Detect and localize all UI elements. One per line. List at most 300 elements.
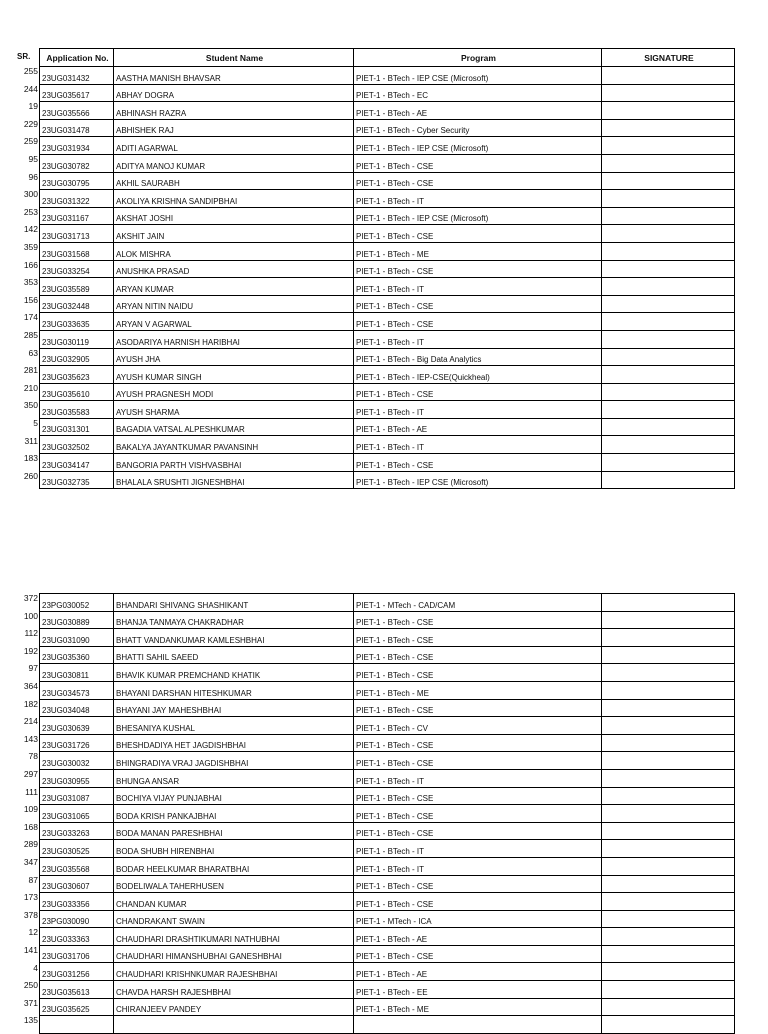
application-no-cell: 23UG035583: [40, 401, 114, 419]
sr-number: 111: [25, 786, 38, 797]
table-row: [40, 225, 735, 243]
sr-number: 250: [23, 980, 38, 991]
table-row: [40, 436, 735, 454]
program-cell: PIET-1 - BTech - ME: [354, 242, 602, 260]
signature-cell[interactable]: [602, 998, 735, 1016]
signature-cell[interactable]: [602, 172, 735, 190]
student-name-cell: BODELIWALA TAHERHUSEN: [114, 875, 354, 893]
sr-number: 371: [23, 997, 38, 1008]
application-no-cell: 23UG034573: [40, 681, 114, 699]
program-cell: PIET-1 - BTech - CSE: [354, 154, 602, 172]
program-cell: PIET-1 - BTech - AE: [354, 418, 602, 436]
sr-number: 143: [23, 733, 38, 744]
table-row: [40, 787, 735, 805]
student-name-cell: BAGADIA VATSAL ALPESHKUMAR: [114, 418, 354, 436]
student-name-cell: AYUSH JHA: [114, 348, 354, 366]
sr-number: 5: [33, 418, 38, 428]
sr-number: 229: [23, 118, 38, 129]
table-row: [40, 295, 735, 313]
student-name-cell: BHALALA SRUSHTI JIGNESHBHAI: [114, 471, 354, 489]
program-cell: PIET-1 - BTech - CSE: [354, 822, 602, 840]
program-cell: [354, 1016, 602, 1034]
application-no-cell: 23UG031087: [40, 787, 114, 805]
signature-cell[interactable]: [602, 945, 735, 963]
signature-cell[interactable]: [602, 752, 735, 770]
student-name-cell: BHAYANI DARSHAN HITESHKUMAR: [114, 681, 354, 699]
program-cell: PIET-1 - BTech - IEP-CSE(Quickheal): [354, 366, 602, 384]
application-no-cell: 23UG035623: [40, 366, 114, 384]
application-no-cell: 23UG031478: [40, 119, 114, 137]
table-row: [40, 875, 735, 893]
student-name-cell: BHATT VANDANKUMAR KAMLESHBHAI: [114, 629, 354, 647]
program-cell: PIET-1 - BTech - IT: [354, 840, 602, 858]
sr-number: 244: [23, 83, 38, 94]
sr-number: 142: [23, 224, 38, 235]
table-row: [40, 330, 735, 348]
application-no-cell: 23UG034147: [40, 454, 114, 472]
application-no-cell: 23UG032735: [40, 471, 114, 489]
application-no-cell: 23UG034048: [40, 699, 114, 717]
student-name-cell: ABHINASH RAZRA: [114, 102, 354, 120]
signature-cell[interactable]: [602, 119, 735, 137]
student-name-cell: BHANDARI SHIVANG SHASHIKANT: [114, 594, 354, 612]
student-name-cell: BHINGRADIYA VRAJ JAGDISHBHAI: [114, 752, 354, 770]
student-name-cell: BHUNGA ANSAR: [114, 769, 354, 787]
application-no-cell: 23UG030119: [40, 330, 114, 348]
sr-number: 168: [23, 821, 38, 832]
application-no-cell: 23UG033356: [40, 893, 114, 911]
application-no-cell: 23UG030607: [40, 875, 114, 893]
student-name-cell: BAKALYA JAYANTKUMAR PAVANSINH: [114, 436, 354, 454]
signature-cell[interactable]: [602, 681, 735, 699]
sr-number: 96: [28, 171, 38, 182]
application-no-cell: 23UG030811: [40, 664, 114, 682]
table-row: [40, 681, 735, 699]
sr-number: 12: [28, 927, 38, 938]
table-row: [40, 769, 735, 787]
signature-cell[interactable]: [602, 207, 735, 225]
student-name-cell: ARYAN KUMAR: [114, 278, 354, 296]
program-cell: PIET-1 - BTech - AE: [354, 102, 602, 120]
student-name-cell: ALOK MISHRA: [114, 242, 354, 260]
program-cell: PIET-1 - BTech - IT: [354, 436, 602, 454]
student-name-cell: BANGORIA PARTH VISHVASBHAI: [114, 454, 354, 472]
student-name-cell: AYUSH PRAGNESH MODI: [114, 383, 354, 401]
sr-number: 112: [24, 628, 38, 639]
program-cell: PIET-1 - MTech - ICA: [354, 910, 602, 928]
student-name-cell: ARYAN V AGARWAL: [114, 313, 354, 331]
student-name-cell: BHESANIYA KUSHAL: [114, 717, 354, 735]
table-row: [40, 1016, 735, 1034]
signature-cell[interactable]: [602, 313, 735, 331]
program-cell: PIET-1 - BTech - IT: [354, 769, 602, 787]
program-cell: PIET-1 - BTech - CSE: [354, 893, 602, 911]
sr-number: 289: [23, 839, 38, 850]
application-no-cell: 23UG035360: [40, 646, 114, 664]
student-name-cell: AYUSH KUMAR SINGH: [114, 366, 354, 384]
signature-cell[interactable]: [602, 734, 735, 752]
student-name-cell: BODA SHUBH HIRENBHAI: [114, 840, 354, 858]
table-row: [40, 910, 735, 928]
application-no-cell: 23UG035566: [40, 102, 114, 120]
application-no-cell: 23UG030795: [40, 172, 114, 190]
sr-number: 297: [23, 769, 38, 779]
application-no-cell: 23UG031167: [40, 207, 114, 225]
signature-cell[interactable]: [602, 278, 735, 296]
application-no-cell: 23UG030525: [40, 840, 114, 858]
program-cell: PIET-1 - BTech - IT: [354, 401, 602, 419]
signature-cell[interactable]: [602, 787, 735, 805]
student-name-cell: BHAVIK KUMAR PREMCHAND KHATIK: [114, 664, 354, 682]
program-cell: PIET-1 - BTech - CSE: [354, 875, 602, 893]
table-row: [40, 84, 735, 102]
table-row: [40, 998, 735, 1016]
program-cell: PIET-1 - BTech - CSE: [354, 945, 602, 963]
student-name-header: Student Name: [114, 49, 354, 67]
program-cell: PIET-1 - MTech - CAD/CAM: [354, 594, 602, 612]
application-no-cell: 23UG031322: [40, 190, 114, 208]
student-name-cell: BHANJA TANMAYA CHAKRADHAR: [114, 611, 354, 629]
table-row: [40, 752, 735, 770]
student-name-cell: CHAUDHARI KRISHNKUMAR RAJESHBHAI: [114, 963, 354, 981]
student-name-cell: ADITYA MANOJ KUMAR: [114, 154, 354, 172]
program-cell: PIET-1 - BTech - Big Data Analytics: [354, 348, 602, 366]
program-cell: PIET-1 - BTech - IT: [354, 857, 602, 875]
table-row: [40, 664, 735, 682]
student-name-cell: AYUSH SHARMA: [114, 401, 354, 419]
student-name-cell: BHAYANI JAY MAHESHBHAI: [114, 699, 354, 717]
sr-number: 192: [23, 645, 38, 656]
program-cell: PIET-1 - BTech - ME: [354, 998, 602, 1016]
table-row: [40, 67, 735, 85]
signature-cell[interactable]: [602, 910, 735, 928]
sr-number: 135: [23, 1015, 38, 1026]
table-row: [40, 857, 735, 875]
application-no-cell: 23UG031568: [40, 242, 114, 260]
signature-cell[interactable]: [602, 471, 735, 489]
signature-cell[interactable]: [602, 928, 735, 946]
signature-cell[interactable]: [602, 102, 735, 120]
application-no-cell: 23UG030955: [40, 769, 114, 787]
table-row: [40, 418, 735, 436]
signature-cell[interactable]: [602, 664, 735, 682]
table-row: [40, 366, 735, 384]
program-cell: PIET-1 - BTech - CSE: [354, 611, 602, 629]
application-no-cell: 23UG031301: [40, 418, 114, 436]
application-no-cell: 23PG030090: [40, 910, 114, 928]
student-name-cell: ASODARIYA HARNISH HARIBHAI: [114, 330, 354, 348]
student-name-cell: BOCHIYA VIJAY PUNJABHAI: [114, 787, 354, 805]
application-no-cell: 23UG035568: [40, 857, 114, 875]
signature-cell[interactable]: [602, 646, 735, 664]
application-no-cell: 23UG035589: [40, 278, 114, 296]
program-cell: PIET-1 - BTech - IEP CSE (Microsoft): [354, 471, 602, 489]
application-no-cell: 23UG033254: [40, 260, 114, 278]
student-name-cell: AKSHAT JOSHI: [114, 207, 354, 225]
application-no-cell: 23UG030639: [40, 717, 114, 735]
signature-cell[interactable]: [602, 769, 735, 787]
program-cell: PIET-1 - BTech - CSE: [354, 313, 602, 331]
program-cell: PIET-1 - BTech - IEP CSE (Microsoft): [354, 137, 602, 155]
table-row: [40, 629, 735, 647]
table-row: [40, 348, 735, 366]
application-no-cell: 23UG035613: [40, 981, 114, 999]
table-row: [40, 840, 735, 858]
sr-number: 353: [23, 277, 38, 288]
application-no-cell: 23UG033635: [40, 313, 114, 331]
application-no-header: Application No.: [40, 49, 114, 67]
table-row: [40, 734, 735, 752]
table-row: [40, 699, 735, 717]
program-cell: PIET-1 - BTech - CSE: [354, 699, 602, 717]
sr-number: 87: [28, 874, 38, 885]
table-row: [40, 119, 735, 137]
table-row: [40, 154, 735, 172]
sr-number: 253: [23, 206, 38, 217]
table-row: [40, 471, 735, 489]
program-cell: PIET-1 - BTech - IT: [354, 330, 602, 348]
table-row: [40, 190, 735, 208]
sr-number: 183: [23, 453, 38, 464]
signature-cell[interactable]: [602, 629, 735, 647]
signature-cell[interactable]: [602, 260, 735, 278]
signature-cell[interactable]: [602, 154, 735, 172]
student-name-cell: CHAVDA HARSH RAJESHBHAI: [114, 981, 354, 999]
program-cell: PIET-1 - BTech - EC: [354, 84, 602, 102]
signature-cell[interactable]: [602, 454, 735, 472]
program-cell: PIET-1 - BTech - CSE: [354, 805, 602, 823]
signature-header: SIGNATURE: [602, 49, 735, 67]
program-cell: PIET-1 - BTech - CSE: [354, 260, 602, 278]
application-no-cell: 23UG030889: [40, 611, 114, 629]
student-name-cell: ANUSHKA PRASAD: [114, 260, 354, 278]
signature-cell[interactable]: [602, 594, 735, 612]
table-row: [40, 172, 735, 190]
program-cell: PIET-1 - BTech - CSE: [354, 225, 602, 243]
program-cell: PIET-1 - BTech - IEP CSE (Microsoft): [354, 207, 602, 225]
program-header: Program: [354, 49, 602, 67]
student-name-cell: CHAUDHARI HIMANSHUBHAI GANESHBHAI: [114, 945, 354, 963]
application-no-cell: 23UG031713: [40, 225, 114, 243]
student-name-cell: [114, 1016, 354, 1034]
application-no-cell: 23PG030052: [40, 594, 114, 612]
application-no-cell: 23UG031726: [40, 734, 114, 752]
student-name-cell: ADITI AGARWAL: [114, 137, 354, 155]
signature-cell[interactable]: [602, 225, 735, 243]
table-row: [40, 646, 735, 664]
signature-cell[interactable]: [602, 295, 735, 313]
signature-cell[interactable]: [602, 436, 735, 454]
table-row: [40, 278, 735, 296]
sr-number: 182: [23, 698, 38, 709]
signature-cell[interactable]: [602, 330, 735, 348]
signature-cell[interactable]: [602, 857, 735, 875]
sr-number: 214: [23, 716, 38, 727]
application-no-cell: 23UG035617: [40, 84, 114, 102]
signature-cell[interactable]: [602, 699, 735, 717]
signature-cell[interactable]: [602, 401, 735, 419]
sr-number: 255: [23, 66, 38, 76]
application-no-cell: 23UG032502: [40, 436, 114, 454]
program-cell: PIET-1 - BTech - CSE: [354, 383, 602, 401]
student-name-cell: CHIRANJEEV PANDEY: [114, 998, 354, 1016]
application-no-cell: 23UG031065: [40, 805, 114, 823]
table-row: [40, 611, 735, 629]
program-cell: PIET-1 - BTech - CSE: [354, 172, 602, 190]
program-cell: PIET-1 - BTech - EE: [354, 981, 602, 999]
table-row: [40, 963, 735, 981]
signature-cell[interactable]: [602, 383, 735, 401]
sr-number: 359: [23, 242, 38, 252]
program-cell: PIET-1 - BTech - CSE: [354, 752, 602, 770]
signature-cell[interactable]: [602, 963, 735, 981]
program-cell: PIET-1 - BTech - Cyber Security: [354, 119, 602, 137]
sr-number: 78: [28, 751, 38, 762]
table-row: [40, 260, 735, 278]
signature-cell[interactable]: [602, 84, 735, 102]
application-no-cell: [40, 1016, 114, 1034]
application-no-cell: 23UG031432: [40, 67, 114, 85]
program-cell: PIET-1 - BTech - CV: [354, 717, 602, 735]
application-no-cell: 23UG035625: [40, 998, 114, 1016]
sr-number: 210: [23, 382, 38, 393]
sr-number: 63: [28, 347, 38, 358]
student-name-cell: BHATTI SAHIL SAEED: [114, 646, 354, 664]
signature-cell[interactable]: [602, 348, 735, 366]
table-row: [40, 401, 735, 419]
program-cell: PIET-1 - BTech - IT: [354, 278, 602, 296]
sr-number: 100: [23, 610, 38, 621]
program-cell: PIET-1 - BTech - CSE: [354, 629, 602, 647]
sr-number: 347: [23, 857, 38, 867]
sr-number: 173: [23, 892, 38, 903]
program-cell: PIET-1 - BTech - CSE: [354, 454, 602, 472]
student-name-cell: AASTHA MANISH BHAVSAR: [114, 67, 354, 85]
student-name-cell: CHAUDHARI DRASHTIKUMARI NATHUBHAI: [114, 928, 354, 946]
student-name-cell: ABHAY DOGRA: [114, 84, 354, 102]
application-no-cell: 23UG031934: [40, 137, 114, 155]
student-name-cell: CHANDAN KUMAR: [114, 893, 354, 911]
table-row: [40, 454, 735, 472]
signature-cell[interactable]: [602, 822, 735, 840]
program-cell: PIET-1 - BTech - AE: [354, 928, 602, 946]
student-name-cell: BODA KRISH PANKAJBHAI: [114, 805, 354, 823]
sr-number: 19: [28, 101, 38, 112]
student-name-cell: ARYAN NITIN NAIDU: [114, 295, 354, 313]
table-row: [40, 383, 735, 401]
student-name-cell: AKHIL SAURABH: [114, 172, 354, 190]
sr-number: 97: [28, 663, 38, 674]
signature-cell[interactable]: [602, 840, 735, 858]
application-no-cell: 23UG032905: [40, 348, 114, 366]
signature-cell[interactable]: [602, 875, 735, 893]
sr-number: 109: [23, 804, 38, 815]
application-no-cell: 23UG031256: [40, 963, 114, 981]
sr-number: 166: [23, 259, 38, 270]
table-row: [40, 102, 735, 120]
sr-number: 350: [23, 400, 38, 411]
signature-cell[interactable]: [602, 418, 735, 436]
sr-number: 156: [23, 294, 38, 305]
table-header-row: [40, 49, 735, 67]
application-no-cell: 23UG033363: [40, 928, 114, 946]
sr-number: 285: [23, 330, 38, 340]
sr-number: 95: [28, 154, 38, 164]
table-row: [40, 928, 735, 946]
sr-number: 260: [23, 470, 38, 481]
sr-number: 300: [23, 189, 38, 200]
signature-cell[interactable]: [602, 366, 735, 384]
table-row: [40, 822, 735, 840]
program-cell: PIET-1 - BTech - IT: [354, 190, 602, 208]
program-cell: PIET-1 - BTech - CSE: [354, 295, 602, 313]
signature-cell[interactable]: [602, 137, 735, 155]
table-row: [40, 981, 735, 999]
program-cell: PIET-1 - BTech - CSE: [354, 664, 602, 682]
application-no-cell: 23UG033263: [40, 822, 114, 840]
sr-number: 311: [24, 435, 38, 446]
signature-cell[interactable]: [602, 805, 735, 823]
table-row: [40, 717, 735, 735]
student-name-cell: BODA MANAN PARESHBHAI: [114, 822, 354, 840]
sr-number: 174: [23, 312, 38, 323]
student-name-cell: AKSHIT JAIN: [114, 225, 354, 243]
sr-number: 259: [23, 136, 38, 147]
program-cell: PIET-1 - BTech - IEP CSE (Microsoft): [354, 67, 602, 85]
sr-number: 281: [23, 365, 38, 376]
signature-cell[interactable]: [602, 893, 735, 911]
signature-cell[interactable]: [602, 190, 735, 208]
sr-header: SR.: [17, 52, 31, 61]
program-cell: PIET-1 - BTech - CSE: [354, 787, 602, 805]
program-cell: PIET-1 - BTech - AE: [354, 963, 602, 981]
program-cell: PIET-1 - BTech - CSE: [354, 646, 602, 664]
application-no-cell: 23UG035610: [40, 383, 114, 401]
table-row: [40, 242, 735, 260]
table-row: [40, 893, 735, 911]
student-name-cell: AKOLIYA KRISHNA SANDIPBHAI: [114, 190, 354, 208]
application-no-cell: 23UG031706: [40, 945, 114, 963]
signature-cell[interactable]: [602, 1016, 735, 1034]
sr-number: 141: [23, 945, 38, 955]
sr-number: 364: [23, 681, 38, 691]
sr-number: 378: [23, 909, 38, 920]
student-name-cell: BODAR HEELKUMAR BHARATBHAI: [114, 857, 354, 875]
student-name-cell: BHESHDADIYA HET JAGDISHBHAI: [114, 734, 354, 752]
attendance-table-2: [39, 593, 735, 1034]
student-name-cell: CHANDRAKANT SWAIN: [114, 910, 354, 928]
table-row: [40, 313, 735, 331]
table-row: [40, 207, 735, 225]
signature-cell[interactable]: [602, 981, 735, 999]
application-no-cell: 23UG030032: [40, 752, 114, 770]
signature-cell[interactable]: [602, 611, 735, 629]
application-no-cell: 23UG032448: [40, 295, 114, 313]
table-row: [40, 945, 735, 963]
application-no-cell: 23UG030782: [40, 154, 114, 172]
student-name-cell: ABHISHEK RAJ: [114, 119, 354, 137]
signature-cell[interactable]: [602, 242, 735, 260]
application-no-cell: 23UG031090: [40, 629, 114, 647]
program-cell: PIET-1 - BTech - ME: [354, 681, 602, 699]
table-row: [40, 594, 735, 612]
signature-cell[interactable]: [602, 67, 735, 85]
table-row: [40, 805, 735, 823]
signature-cell[interactable]: [602, 717, 735, 735]
sr-number: 4: [33, 962, 38, 973]
program-cell: PIET-1 - BTech - CSE: [354, 734, 602, 752]
sr-number: 372: [23, 593, 38, 603]
